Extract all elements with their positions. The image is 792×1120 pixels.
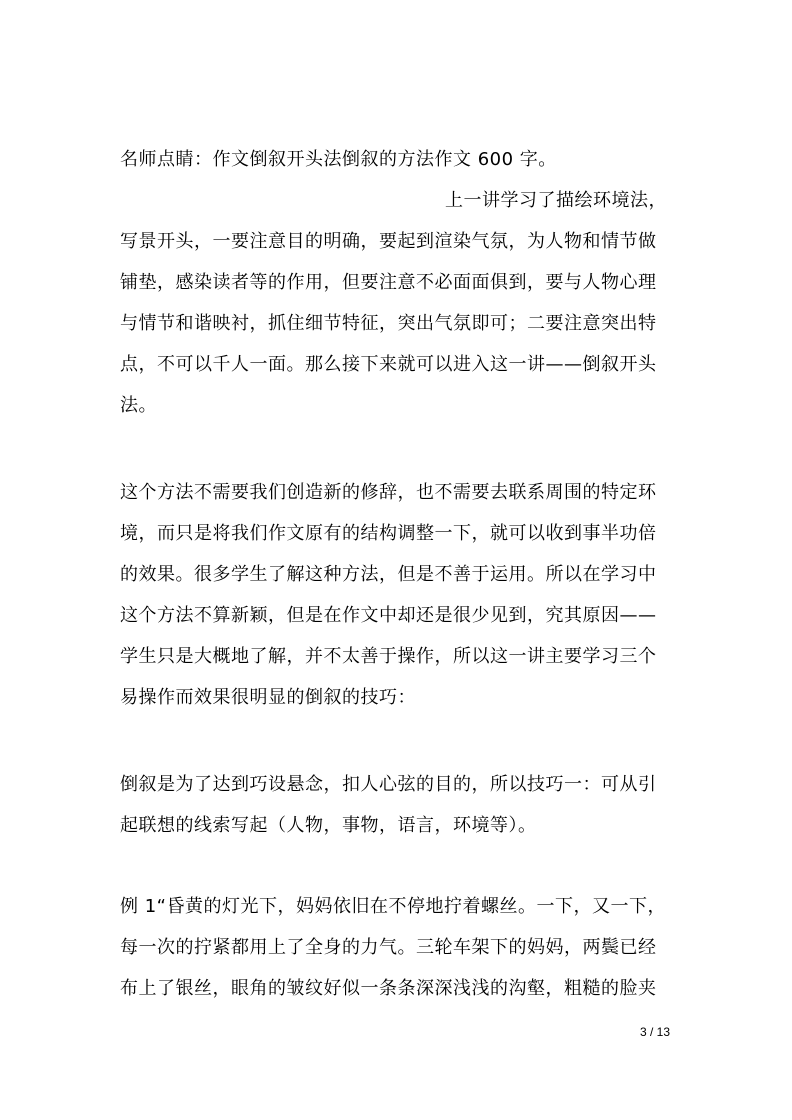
paragraph-2-line-5: 学生只是大概地了解，并不太善于操作，所以这一讲主要学习三个 <box>120 646 657 667</box>
paragraph-2-line-6: 易操作而效果很明显的倒叙的技巧： <box>120 687 416 708</box>
paragraph-1-line-5: 点，不可以千人一面。那么接下来就可以进入这一讲——倒叙开头 <box>120 354 657 375</box>
paragraph-2-line-3: 的效果。很多学生了解这种方法，但是不善于运用。所以在学习中 <box>120 564 657 585</box>
paragraph-1-line-6: 法。 <box>120 395 157 416</box>
page-number: 3 / 13 <box>639 1025 670 1039</box>
paragraph-4-line-3: 布上了银丝，眼角的皱纹好似一条条深深浅浅的沟壑，粗糙的脸夹 <box>120 978 657 999</box>
paragraph-2-line-1: 这个方法不需要我们创造新的修辞，也不需要去联系周围的特定环 <box>120 482 657 503</box>
paragraph-2-line-2: 境，而只是将我们作文原有的结构调整一下，就可以收到事半功倍 <box>120 523 657 544</box>
paragraph-3-line-2: 起联想的线索写起（人物，事物，语言，环境等）。 <box>120 815 537 836</box>
paragraph-1-line-4: 与情节和谐映衬，抓住细节特征，突出气氛即可；二要注意突出特 <box>120 313 657 334</box>
paragraph-1-line-2: 写景开头，一要注意目的明确，要起到渲染气氛，为人物和情节做 <box>120 231 657 252</box>
paragraph-1-line-3: 铺垫，感染读者等的作用，但要注意不必面面俱到，要与人物心理 <box>120 272 657 293</box>
paragraph-2-line-4: 这个方法不算新颖，但是在作文中却还是很少见到，究其原因—— <box>120 605 657 626</box>
paragraph-3-line-1: 倒叙是为了达到巧设悬念，扣人心弦的目的，所以技巧一：可从引 <box>120 774 657 795</box>
paragraph-4-line-2: 每一次的拧紧都用上了全身的力气。三轮车架下的妈妈，两鬓已经 <box>120 937 657 958</box>
paragraph-1-line-1: 上一讲学习了描绘环境法， <box>445 190 667 211</box>
paragraph-4-line-1: 例 1“昏黄的灯光下，妈妈依旧在不停地拧着螺丝。一下，又一下， <box>120 896 666 917</box>
title-line: 名师点睛：作文倒叙开头法倒叙的方法作文 600 字。 <box>120 149 557 170</box>
